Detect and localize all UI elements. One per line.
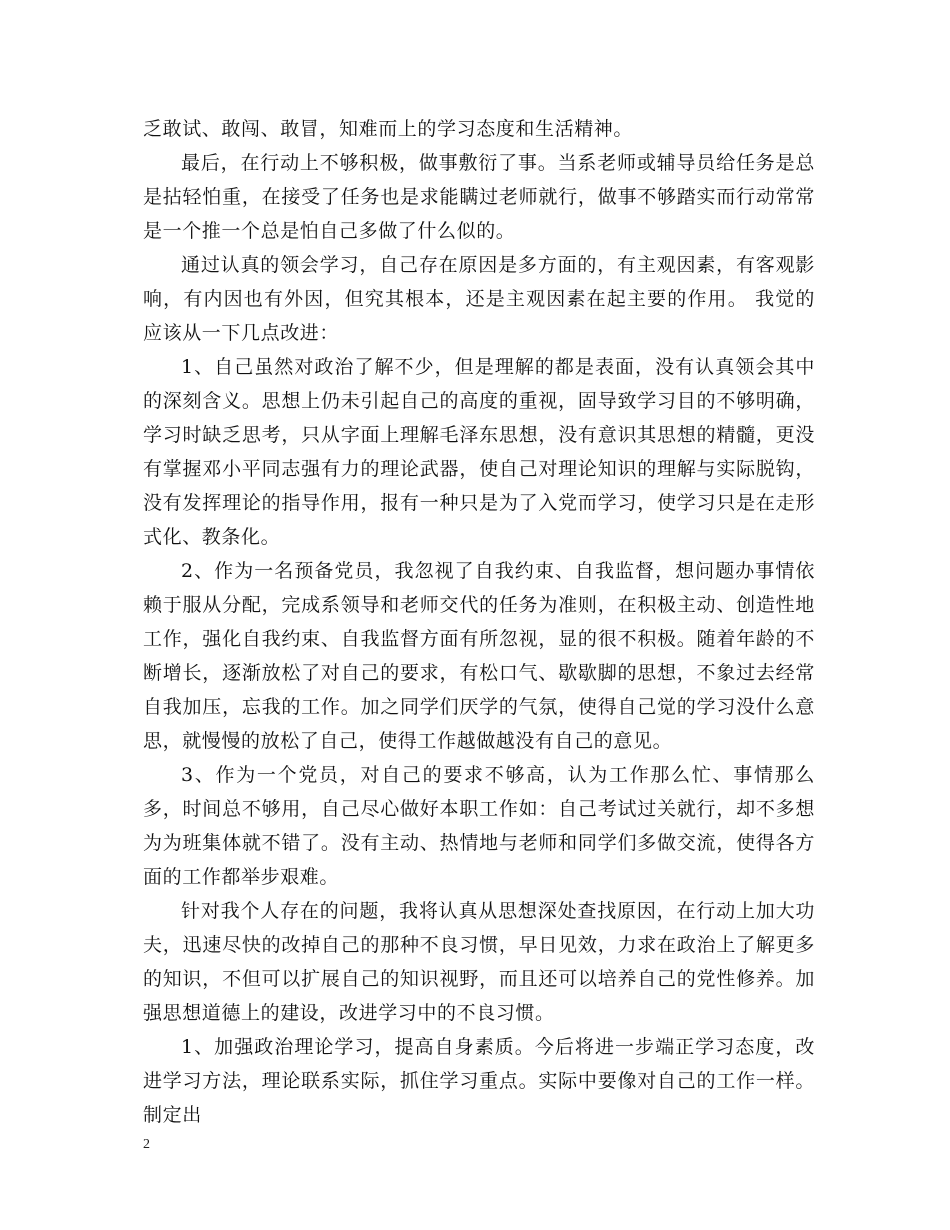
- paragraph-action: 最后，在行动上不够积极，做事敷衍了事。当系老师或辅导员给任务是总是拈轻怕重，在接受了任务也是求能瞒过老师就行，做事不够踏实而行动常常是一个推一个总是怕自己多做了什么似的。: [143, 152, 815, 242]
- paragraph-plan: 针对我个人存在的问题，我将认真从思想深处查找原因，在行动上加大功夫，迅速尽快的改掉自己的那种不良习惯，早日见效，力求在政治上了解更多的知识，不但可以扩展自己的知识视野，而且还可以培养自己的党性修养。加强思想道德上的建设，改进学习中的不良习惯。: [143, 900, 815, 1024]
- paragraph-point-2: 2、作为一名预备党员，我忽视了自我约束、自我监督，想问题办事情依赖于服从分配，完成系领导和老师交代的任务为准则，在积极主动、创造性地工作，强化自我约束、自我监督方面有所忽视，显的很不积极。随着年龄的不断增长，逐渐放松了对自己的要求，有松口气、歇歇脚的思想，不象过去经常自我加压，忘我的工作。加之同学们厌学的气氛，使得自己觉的学习没什么意思，就慢慢的放松了自己，使得工作越做越没有自己的意见。: [143, 560, 815, 752]
- paragraph-continuation: 乏敢试、敢闯、敢冒，知难而上的学习态度和生活精神。: [143, 118, 634, 140]
- page-number: 2: [143, 1137, 150, 1152]
- paragraph-point-1: 1、自己虽然对政治了解不少，但是理解的都是表面，没有认真领会其中的深刻含义。思想上仍未引起自己的高度的重视，固导致学习目的不够明确，学习时缺乏思考，只从字面上理解毛泽东思想，没有意识其思想的精髓，更没有掌握邓小平同志强有力的理论武器，使自己对理论知识的理解与实际脱钩，没有发挥理论的指导作用，报有一种只是为了入党而学习，使学习只是在走形式化、教条化。: [143, 356, 815, 548]
- paragraph-point-3: 3、作为一个党员，对自己的要求不够高，认为工作那么忙、事情那么多，时间总不够用，自己尽心做好本职工作如：自己考试过关就行，却不多想为为班集体就不错了。没有主动、热情地与老师和同学们多做交流，使得各方面的工作都举步艰难。: [143, 764, 815, 888]
- paragraph-improvement-1: 1、加强政治理论学习，提高自身素质。今后将进一步端正学习态度，改进学习方法，理论联系实际，抓住学习重点。实际中要像对自己的工作一样。制定出: [143, 1036, 815, 1126]
- paragraph-causes: 通过认真的领会学习，自己存在原因是多方面的，有主观因素，有客观影响，有内因也有外因，但究其根本，还是主观因素在起主要的作用。 我觉的应该从一下几点改进：: [143, 254, 815, 344]
- document-body: [143, 112, 815, 1132]
